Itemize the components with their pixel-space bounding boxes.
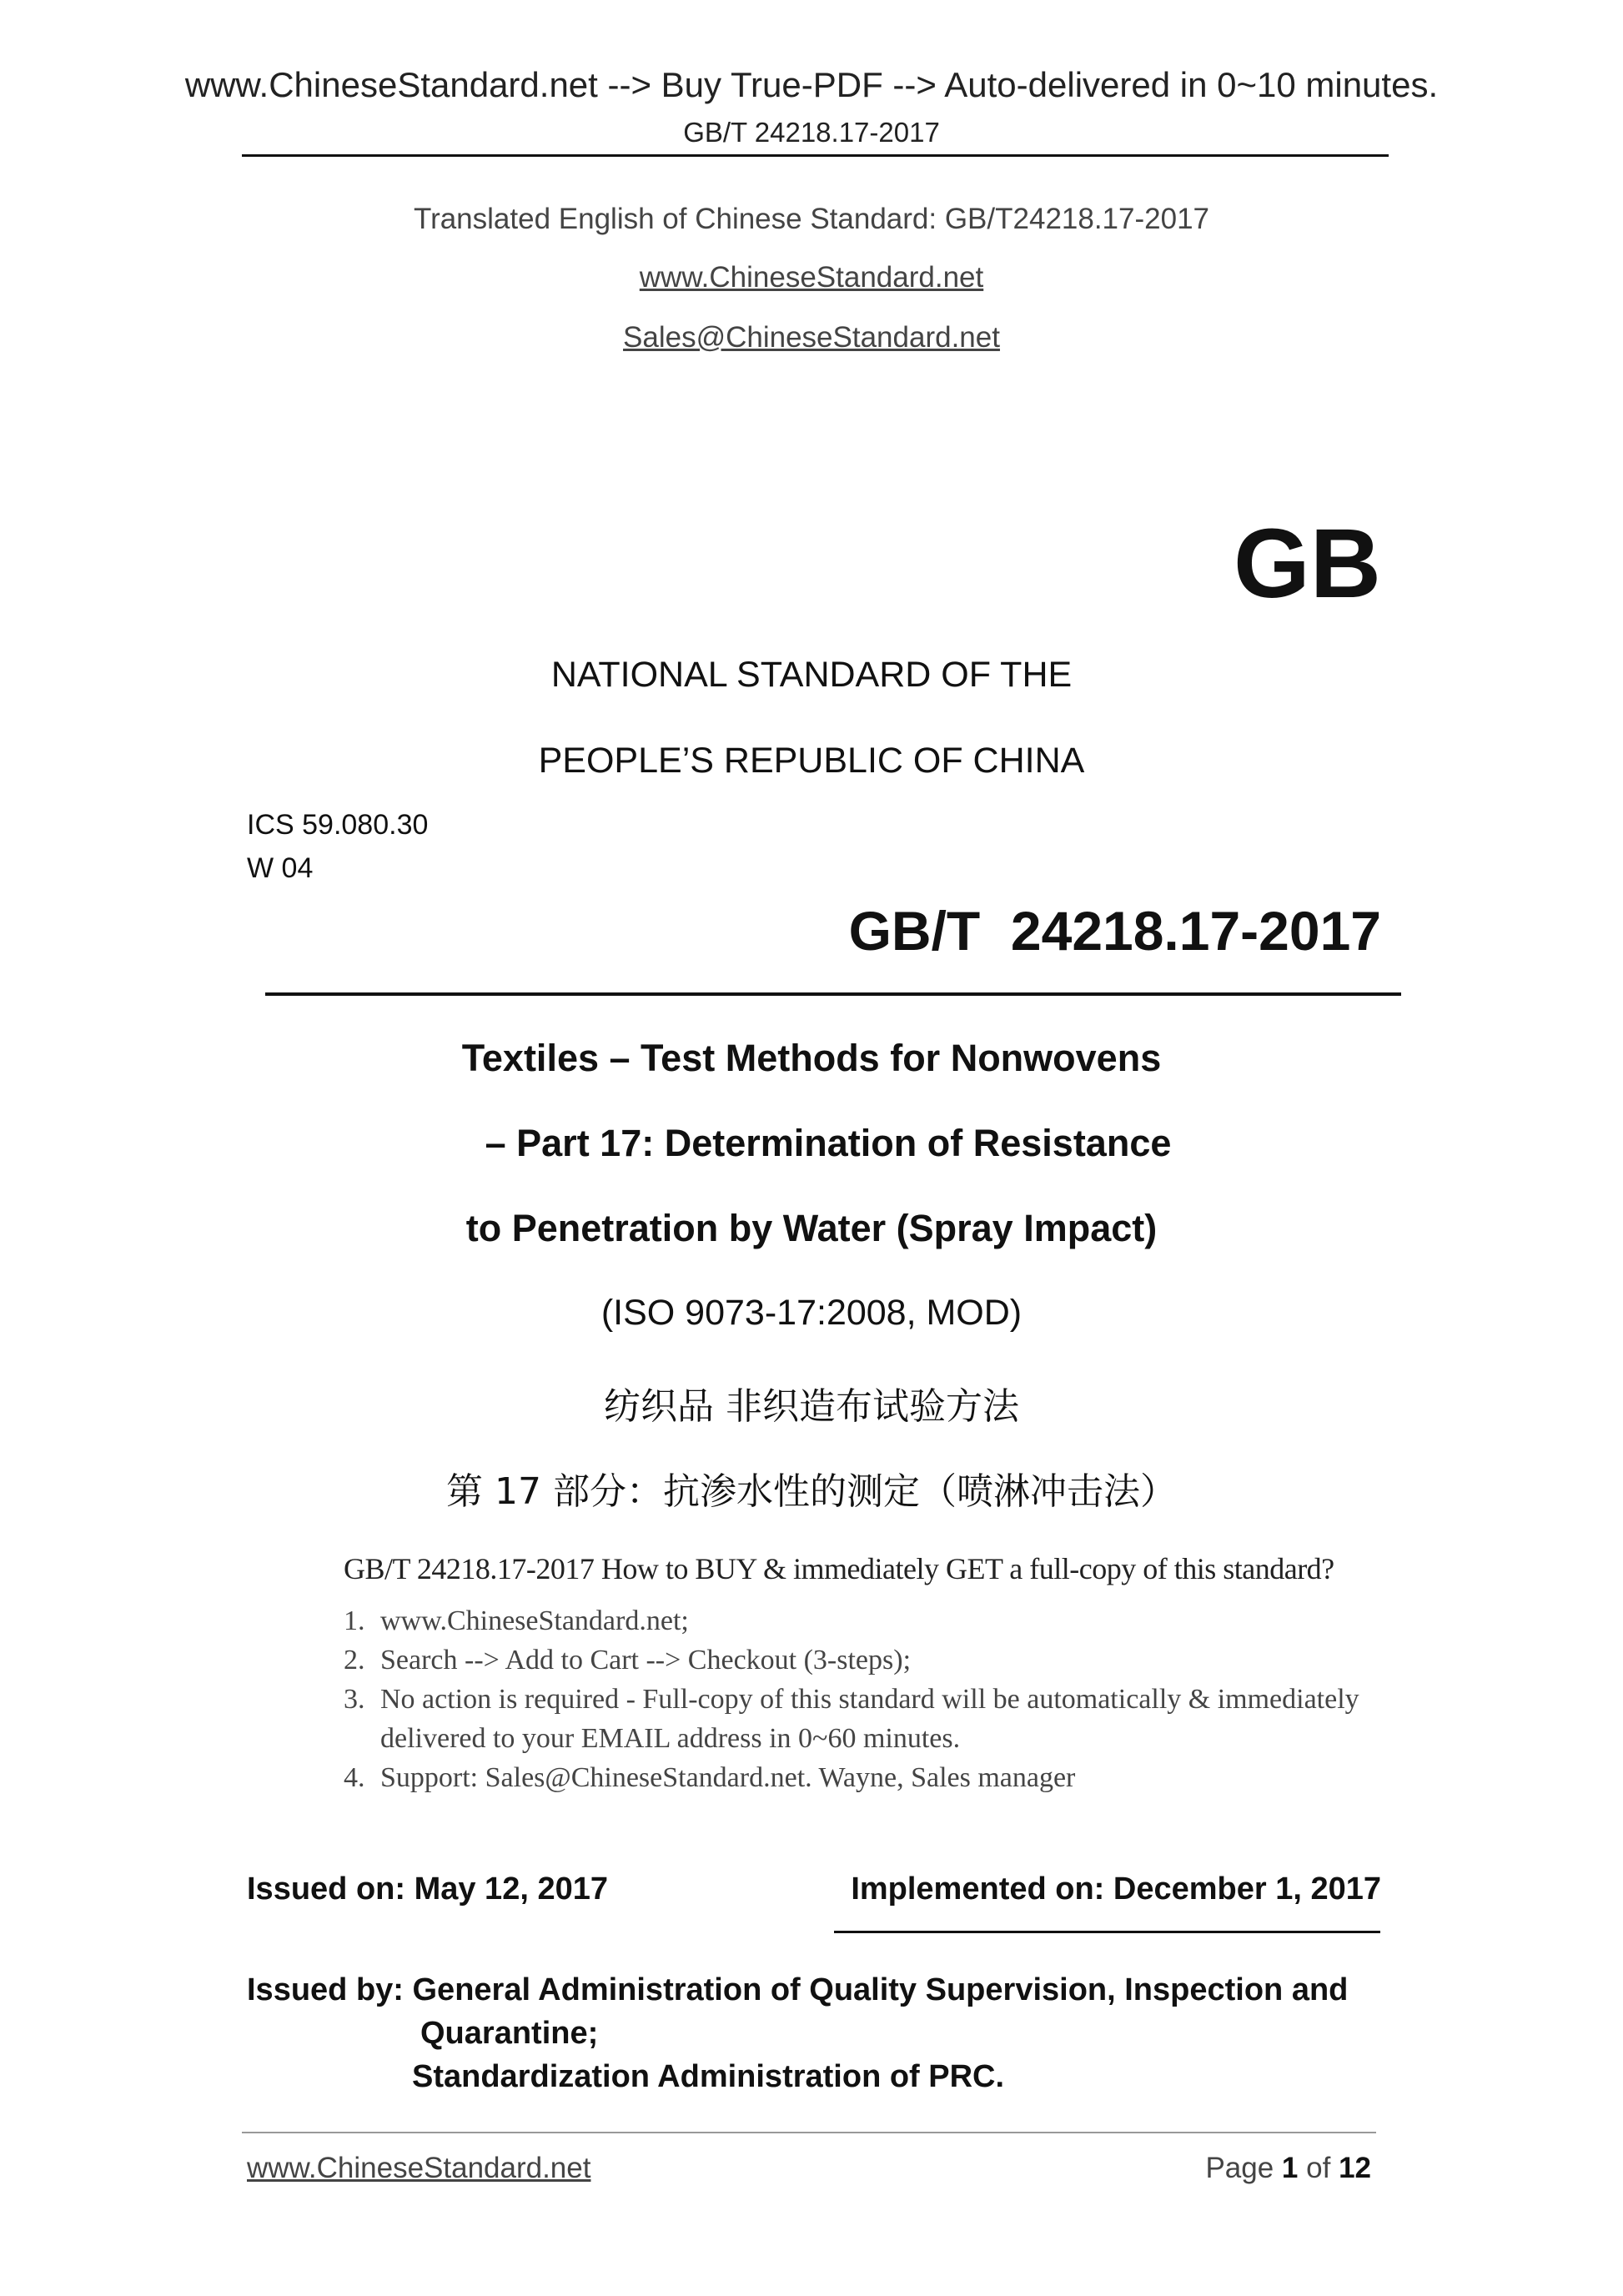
buy-step xyxy=(344,1680,1411,1758)
buy-step-number: 4. xyxy=(344,1762,365,1793)
page-indicator xyxy=(1205,2152,1371,2185)
dates-divider xyxy=(834,1931,1380,1933)
buy-steps-list xyxy=(344,1601,1411,1797)
gb-mark: GB xyxy=(1234,509,1381,619)
buy-step-text: Support: Sales@ChineseStandard.net. Wayne, Sales manager xyxy=(380,1762,1076,1793)
issued-by-line-2: Quarantine; xyxy=(420,2016,599,2051)
title-line-2: – Part 17: Determination of Resistance xyxy=(485,1122,1172,1164)
ccs-code: W 04 xyxy=(247,852,314,884)
footer-link-wrap xyxy=(247,2152,590,2185)
header-standard-code: GB/T 24218.17-2017 xyxy=(683,117,940,148)
issued-by-block xyxy=(247,1968,1348,2098)
email-link-wrap xyxy=(0,321,1623,354)
issued-by-line-3: Standardization Administration of PRC. xyxy=(412,2059,1005,2094)
buy-step-number: 3. xyxy=(344,1684,365,1715)
buy-step xyxy=(344,1640,1411,1680)
issued-on-date: Issued on: May 12, 2017 xyxy=(247,1871,608,1907)
translated-note: Translated English of Chinese Standard: GB/T24218.17-2017 xyxy=(413,203,1210,235)
ics-code: ICS 59.080.30 xyxy=(247,809,429,841)
buy-step-text: Search --> Add to Cart --> Checkout (3-steps); xyxy=(380,1645,912,1676)
page-prefix: Page xyxy=(1205,2152,1274,2184)
website-link[interactable]: www.ChineseStandard.net xyxy=(639,261,984,294)
page-current: 1 xyxy=(1281,2152,1299,2184)
buy-step-number: 2. xyxy=(344,1645,365,1676)
title-line-3: to Penetration by Water (Spray Impact) xyxy=(465,1207,1158,1249)
standard-code: GB/T 24218.17-2017 xyxy=(848,900,1381,962)
header-top-line: www.ChineseStandard.net --> Buy True-PDF --> Auto-delivered in 0~10 minutes. xyxy=(184,65,1439,104)
national-standard-line1: NATIONAL STANDARD OF THE xyxy=(550,655,1073,695)
chinese-title-line-1: 纺织品 非织造布试验方法 xyxy=(604,1385,1019,1428)
iso-reference: (ISO 9073-17:2008, MOD) xyxy=(600,1293,1023,1333)
buy-step-text: No action is required - Full-copy of this standard will be automatically & immediately delivered to your EMAIL address in 0~60 minutes. xyxy=(380,1684,1359,1754)
buy-step-text: www.ChineseStandard.net; xyxy=(380,1605,689,1636)
buy-step xyxy=(344,1758,1411,1797)
title-divider xyxy=(265,992,1401,996)
national-standard-line2: PEOPLE’S REPUBLIC OF CHINA xyxy=(538,741,1085,781)
page-total: 12 xyxy=(1339,2152,1371,2184)
footer-divider xyxy=(242,2132,1376,2133)
header-divider xyxy=(242,154,1389,157)
footer-website-link[interactable]: www.ChineseStandard.net xyxy=(247,2152,591,2184)
page-of: of xyxy=(1306,2152,1331,2184)
buy-step xyxy=(344,1601,1411,1640)
title-line-1: Textiles – Test Methods for Nonwovens xyxy=(461,1037,1162,1079)
buy-step-number: 1. xyxy=(344,1605,365,1636)
buy-heading: GB/T 24218.17-2017 How to BUY & immediately GET a full-copy of this standard? xyxy=(344,1552,1334,1585)
email-link[interactable]: Sales@ChineseStandard.net xyxy=(623,321,1000,354)
website-link-wrap xyxy=(0,261,1623,294)
issued-by-line-1: Issued by: General Administration of Quality Supervision, Inspection and xyxy=(247,1972,1349,2007)
chinese-title-line-2: 第 17 部分：抗渗水性的测定（喷淋冲击法） xyxy=(446,1470,1177,1513)
implemented-on-date: Implemented on: December 1, 2017 xyxy=(851,1871,1381,1907)
